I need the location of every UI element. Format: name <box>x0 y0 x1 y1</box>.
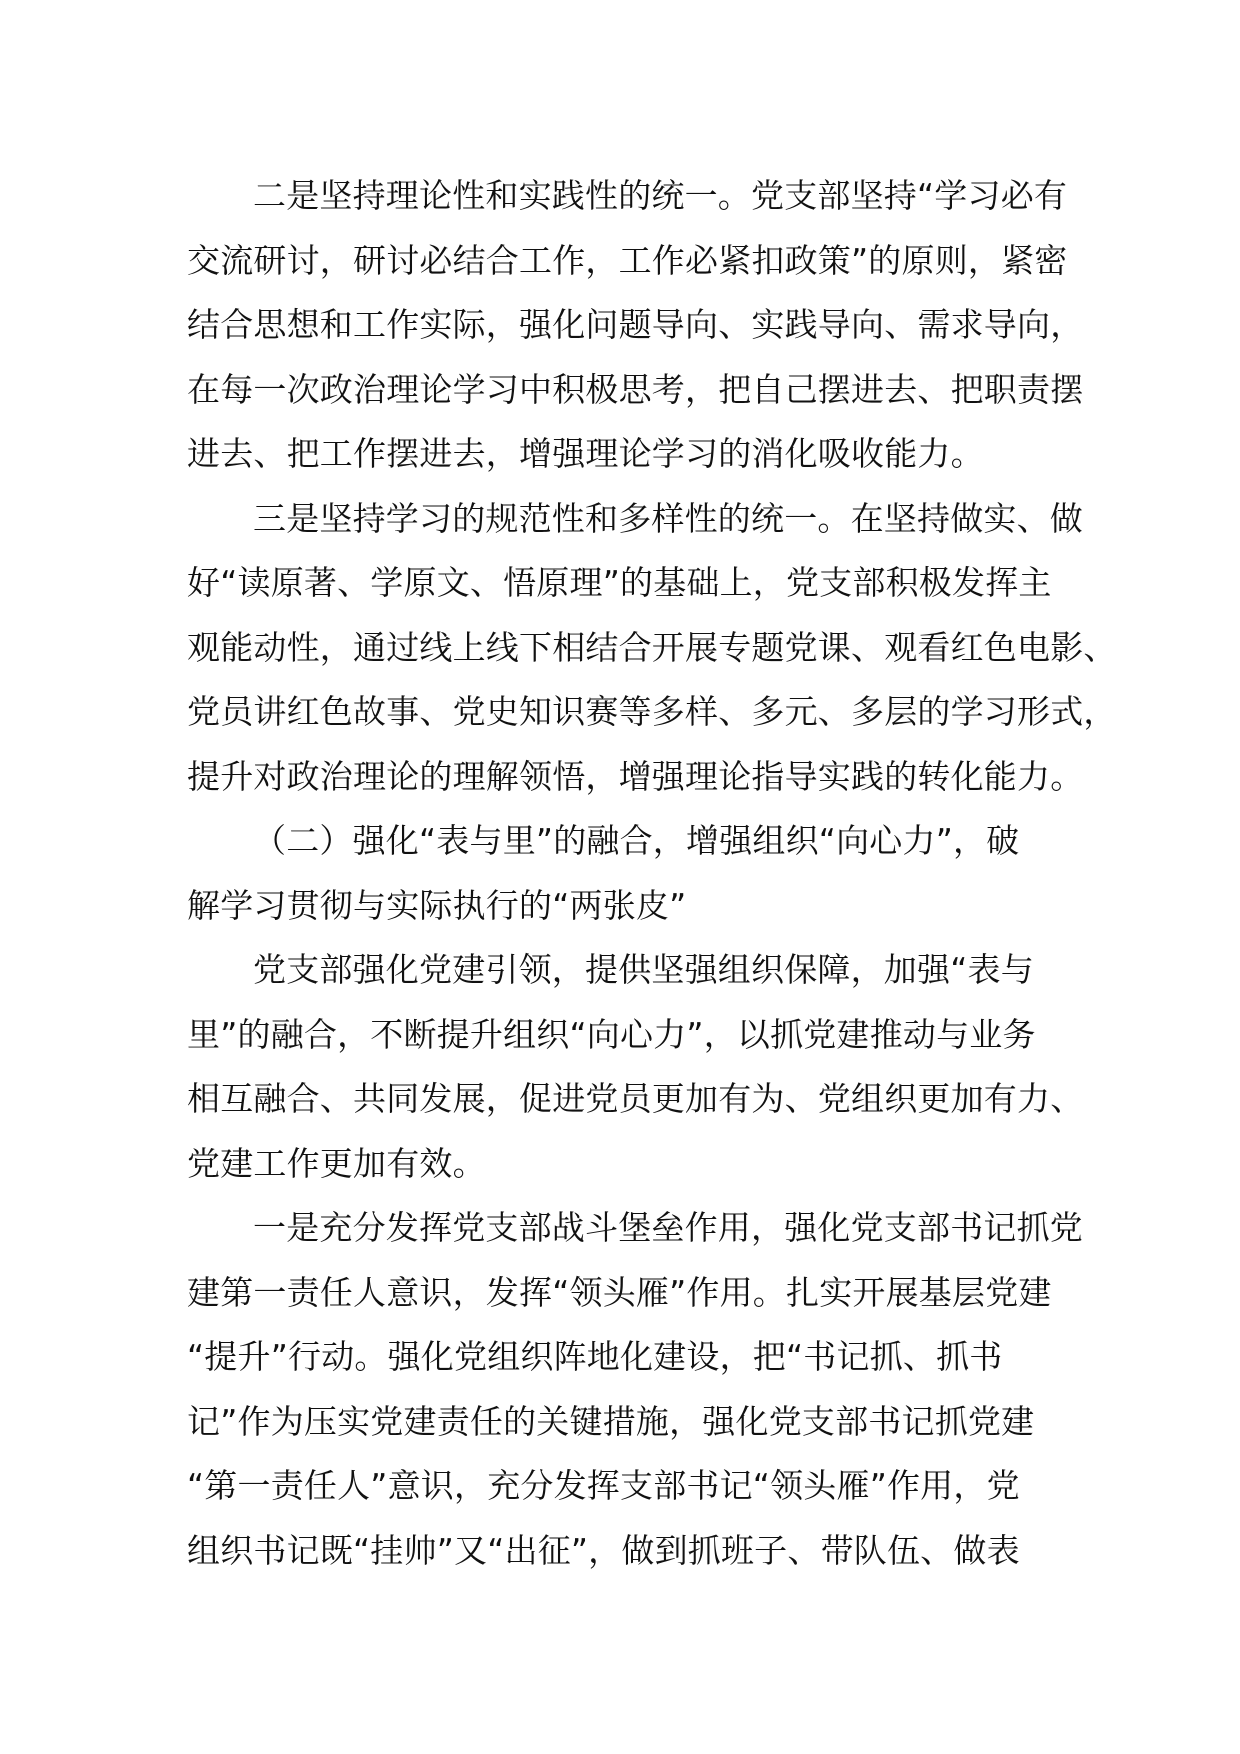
paragraph-branch-fortress <box>187 1196 1083 1583</box>
document-body <box>187 164 1117 1583</box>
paragraph-study-theory-practice <box>187 164 1083 487</box>
text-line: 结合思想和工作实际，强化问题导向、实践导向、需求导向， <box>187 305 1084 344</box>
text-line: 建第一责任人意识，发挥“领头雁”作用。扎实开展基层党建 <box>187 1272 1052 1312</box>
text-line: 三是坚持学习的规范性和多样性的统一。在坚持做实、做 <box>253 498 1083 538</box>
text-line: 二是坚持理论性和实践性的统一。党支部坚持“学习必有 <box>253 176 1068 215</box>
text-line: 提升对政治理论的理解领悟，增强理论指导实践的转化能力。 <box>187 756 1084 796</box>
text-line: 好“读原著、学原文、悟原理”的基础上，党支部积极发挥主 <box>187 563 1052 602</box>
text-line: 党支部强化党建引领，提供坚强组织保障，加强“表与 <box>253 950 1034 989</box>
text-line: 党员讲红色故事、党史知识赛等多样、多元、多层的学习形式， <box>187 692 1117 731</box>
text-line: 交流研讨，研讨必结合工作，工作必紧扣政策”的原则，紧密 <box>187 240 1068 280</box>
text-line: “提升”行动。强化党组织阵地化建设，把“书记抓、抓书 <box>187 1337 1003 1376</box>
section-heading-2 <box>187 809 1083 938</box>
text-line: 记”作为压实党建责任的关键措施，强化党支部书记抓党建 <box>187 1401 1035 1441</box>
text-line: 党建工作更加有效。 <box>187 1143 486 1183</box>
text-line: 观能动性，通过线上线下相结合开展专题党课、观看红色电影、 <box>187 627 1117 667</box>
heading-line: （二）强化“表与里”的融合，增强组织“向心力”，破 <box>253 821 1020 860</box>
paragraph-party-leadership <box>187 938 1083 1196</box>
text-line: 一是充分发挥党支部战斗堡垒作用，强化党支部书记抓党 <box>253 1208 1083 1247</box>
text-line: 相互融合、共同发展，促进党员更加有为、党组织更加有力、 <box>187 1079 1084 1118</box>
paragraph-study-standard-diverse <box>187 487 1117 810</box>
text-line: 组织书记既“挂帅”又“出征”，做到抓班子、带队伍、做表 <box>187 1530 1020 1570</box>
text-line: 在每一次政治理论学习中积极思考，把自己摆进去、把职责摆 <box>187 369 1084 409</box>
heading-line: 解学习贯彻与实际执行的“两张皮” <box>187 885 687 925</box>
text-line: 里”的融合，不断提升组织“向心力”，以抓党建推动与业务 <box>187 1014 1036 1054</box>
text-line: 进去、把工作摆进去，增强理论学习的消化吸收能力。 <box>187 434 984 473</box>
text-line: “第一责任人”意识，充分发挥支部书记“领头雁”作用，党 <box>187 1466 1020 1505</box>
